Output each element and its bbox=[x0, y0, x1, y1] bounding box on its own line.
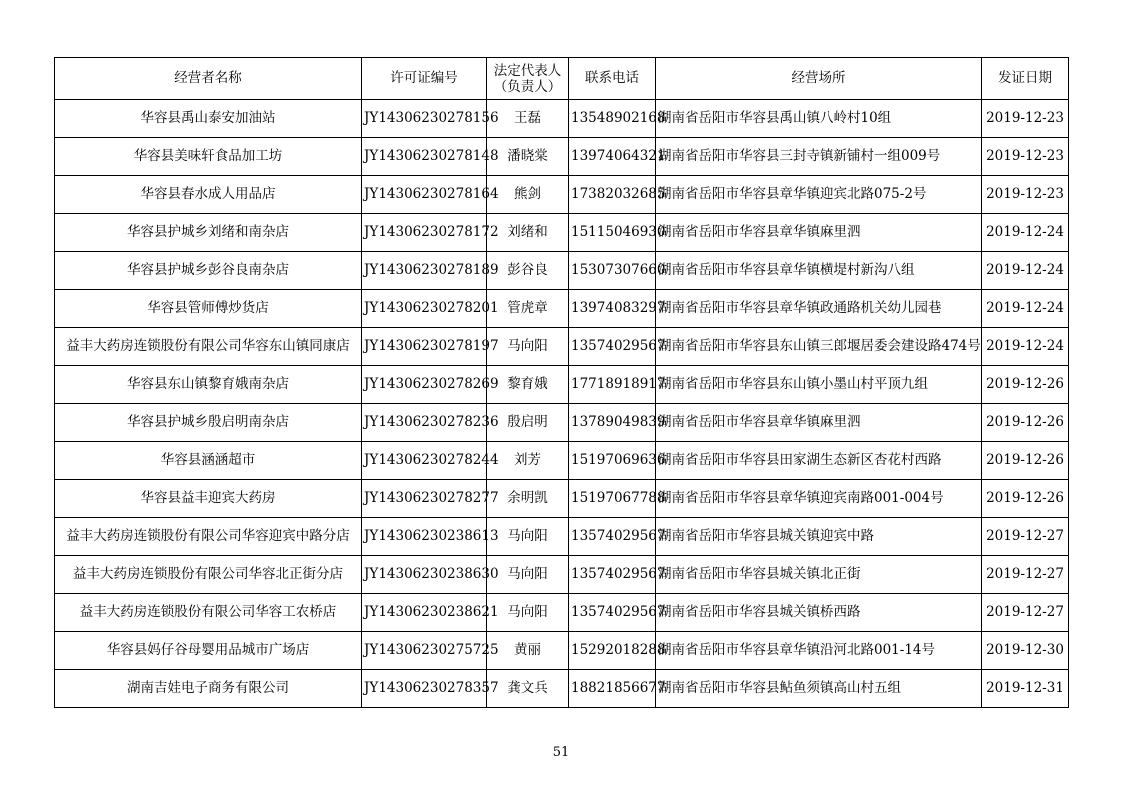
page-number: 51 bbox=[552, 745, 570, 760]
table-row bbox=[55, 100, 1069, 138]
address-cell: 湖南省岳阳市华容县章华镇横堤村新沟八组 bbox=[656, 252, 982, 290]
address-cell: 湖南省岳阳市华容县章华镇迎宾南路001-004号 bbox=[656, 480, 982, 518]
operator-name-cell: 华容县护城乡刘绪和南杂店 bbox=[55, 214, 362, 252]
representative-cell: 余明凯 bbox=[487, 480, 569, 518]
representative-cell: 熊剑 bbox=[487, 176, 569, 214]
representative-cell: 马向阳 bbox=[487, 594, 569, 632]
address-cell: 湖南省岳阳市华容县东山镇三郎堰居委会建设路474号 bbox=[656, 328, 982, 366]
phone-cell: 15292018288 bbox=[569, 632, 656, 670]
operator-name-cell: 华容县护城乡殷启明南杂店 bbox=[55, 404, 362, 442]
phone-cell: 13574029567 bbox=[569, 328, 656, 366]
table-row bbox=[55, 594, 1069, 632]
header-license-number: 许可证编号 bbox=[362, 58, 487, 100]
operator-name-cell: 华容县妈仔谷母婴用品城市广场店 bbox=[55, 632, 362, 670]
representative-cell: 龚文兵 bbox=[487, 670, 569, 708]
license-number-cell: JY14306230238630 bbox=[362, 556, 487, 594]
address-cell: 湖南省岳阳市华容县城关镇桥西路 bbox=[656, 594, 982, 632]
representative-cell: 黎育娥 bbox=[487, 366, 569, 404]
representative-cell: 彭谷良 bbox=[487, 252, 569, 290]
header-phone: 联系电话 bbox=[569, 58, 656, 100]
issue-date-cell: 2019-12-23 bbox=[982, 100, 1069, 138]
address-cell: 湖南省岳阳市华容县章华镇麻里泗 bbox=[656, 214, 982, 252]
table-row bbox=[55, 480, 1069, 518]
phone-cell: 17718918917 bbox=[569, 366, 656, 404]
table-row bbox=[55, 328, 1069, 366]
phone-cell: 13974083297 bbox=[569, 290, 656, 328]
representative-cell: 黄丽 bbox=[487, 632, 569, 670]
header-rep-line2: （负责人） bbox=[493, 78, 562, 95]
representative-cell: 管虎章 bbox=[487, 290, 569, 328]
header-rep-line1: 法定代表人 bbox=[493, 62, 562, 79]
operator-name-cell: 华容县涵涵超市 bbox=[55, 442, 362, 480]
address-cell: 湖南省岳阳市华容县鲇鱼须镇高山村五组 bbox=[656, 670, 982, 708]
operator-name-cell: 华容县春水成人用品店 bbox=[55, 176, 362, 214]
representative-cell: 潘晓棠 bbox=[487, 138, 569, 176]
table-row bbox=[55, 670, 1069, 708]
license-number-cell: JY14306230275725 bbox=[362, 632, 487, 670]
address-cell: 湖南省岳阳市华容县田家湖生态新区杏花村西路 bbox=[656, 442, 982, 480]
operator-name-cell: 益丰大药房连锁股份有限公司华容东山镇同康店 bbox=[55, 328, 362, 366]
representative-cell: 马向阳 bbox=[487, 328, 569, 366]
address-cell: 湖南省岳阳市华容县章华镇麻里泗 bbox=[656, 404, 982, 442]
address-cell: 湖南省岳阳市华容县东山镇小墨山村平顶九组 bbox=[656, 366, 982, 404]
address-cell: 湖南省岳阳市华容县三封寺镇新铺村一组009号 bbox=[656, 138, 982, 176]
header-address: 经营场所 bbox=[656, 58, 982, 100]
table-row bbox=[55, 404, 1069, 442]
license-number-cell: JY14306230278172 bbox=[362, 214, 487, 252]
issue-date-cell: 2019-12-26 bbox=[982, 366, 1069, 404]
license-number-cell: JY14306230278201 bbox=[362, 290, 487, 328]
table-row bbox=[55, 632, 1069, 670]
phone-cell: 13789049839 bbox=[569, 404, 656, 442]
license-number-cell: JY14306230278197 bbox=[362, 328, 487, 366]
phone-cell: 15307307660 bbox=[569, 252, 656, 290]
representative-cell: 刘绪和 bbox=[487, 214, 569, 252]
license-number-cell: JY14306230278269 bbox=[362, 366, 487, 404]
operator-name-cell: 湖南吉娃电子商务有限公司 bbox=[55, 670, 362, 708]
table-body bbox=[55, 100, 1069, 708]
operator-name-cell: 华容县禹山泰安加油站 bbox=[55, 100, 362, 138]
issue-date-cell: 2019-12-24 bbox=[982, 290, 1069, 328]
table-row bbox=[55, 366, 1069, 404]
operator-name-cell: 益丰大药房连锁股份有限公司华容北正街分店 bbox=[55, 556, 362, 594]
address-cell: 湖南省岳阳市华容县禹山镇八岭村10组 bbox=[656, 100, 982, 138]
table-row bbox=[55, 252, 1069, 290]
issue-date-cell: 2019-12-27 bbox=[982, 594, 1069, 632]
phone-cell: 15197069636 bbox=[569, 442, 656, 480]
representative-cell: 马向阳 bbox=[487, 556, 569, 594]
license-number-cell: JY14306230278189 bbox=[362, 252, 487, 290]
table-row bbox=[55, 556, 1069, 594]
phone-cell: 17382032685 bbox=[569, 176, 656, 214]
license-number-cell: JY14306230278164 bbox=[362, 176, 487, 214]
license-number-cell: JY14306230278236 bbox=[362, 404, 487, 442]
operator-name-cell: 华容县护城乡彭谷良南杂店 bbox=[55, 252, 362, 290]
address-cell: 湖南省岳阳市华容县章华镇沿河北路001-14号 bbox=[656, 632, 982, 670]
phone-cell: 13574029567 bbox=[569, 594, 656, 632]
issue-date-cell: 2019-12-23 bbox=[982, 138, 1069, 176]
table-row bbox=[55, 518, 1069, 556]
phone-cell: 15197067788 bbox=[569, 480, 656, 518]
operator-name-cell: 华容县东山镇黎育娥南杂店 bbox=[55, 366, 362, 404]
phone-cell: 18821856677 bbox=[569, 670, 656, 708]
representative-cell: 刘芳 bbox=[487, 442, 569, 480]
license-number-cell: JY14306230278156 bbox=[362, 100, 487, 138]
phone-cell: 13574029567 bbox=[569, 518, 656, 556]
issue-date-cell: 2019-12-31 bbox=[982, 670, 1069, 708]
address-cell: 湖南省岳阳市华容县城关镇迎宾中路 bbox=[656, 518, 982, 556]
phone-cell: 13974064321 bbox=[569, 138, 656, 176]
license-number-cell: JY14306230238613 bbox=[362, 518, 487, 556]
issue-date-cell: 2019-12-26 bbox=[982, 442, 1069, 480]
table-row bbox=[55, 138, 1069, 176]
header-issue-date: 发证日期 bbox=[982, 58, 1069, 100]
table-row bbox=[55, 442, 1069, 480]
issue-date-cell: 2019-12-24 bbox=[982, 328, 1069, 366]
issue-date-cell: 2019-12-24 bbox=[982, 252, 1069, 290]
representative-cell: 王磊 bbox=[487, 100, 569, 138]
issue-date-cell: 2019-12-26 bbox=[982, 480, 1069, 518]
license-number-cell: JY14306230278357 bbox=[362, 670, 487, 708]
table-row bbox=[55, 214, 1069, 252]
license-number-cell: JY14306230278148 bbox=[362, 138, 487, 176]
operator-name-cell: 华容县益丰迎宾大药房 bbox=[55, 480, 362, 518]
address-cell: 湖南省岳阳市华容县章华镇迎宾北路075-2号 bbox=[656, 176, 982, 214]
issue-date-cell: 2019-12-27 bbox=[982, 556, 1069, 594]
issue-date-cell: 2019-12-30 bbox=[982, 632, 1069, 670]
issue-date-cell: 2019-12-27 bbox=[982, 518, 1069, 556]
address-cell: 湖南省岳阳市华容县城关镇北正街 bbox=[656, 556, 982, 594]
header-operator-name: 经营者名称 bbox=[55, 58, 362, 100]
phone-cell: 13574029567 bbox=[569, 556, 656, 594]
representative-cell: 马向阳 bbox=[487, 518, 569, 556]
address-cell: 湖南省岳阳市华容县章华镇政通路机关幼儿园巷 bbox=[656, 290, 982, 328]
phone-cell: 13548902168 bbox=[569, 100, 656, 138]
issue-date-cell: 2019-12-24 bbox=[982, 214, 1069, 252]
representative-cell: 殷启明 bbox=[487, 404, 569, 442]
license-number-cell: JY14306230278277 bbox=[362, 480, 487, 518]
phone-cell: 15115046930 bbox=[569, 214, 656, 252]
table-header-row bbox=[55, 58, 1069, 100]
operator-name-cell: 华容县管师傅炒货店 bbox=[55, 290, 362, 328]
table-row bbox=[55, 176, 1069, 214]
table-row bbox=[55, 290, 1069, 328]
license-number-cell: JY14306230278244 bbox=[362, 442, 487, 480]
issue-date-cell: 2019-12-23 bbox=[982, 176, 1069, 214]
operator-name-cell: 益丰大药房连锁股份有限公司华容工农桥店 bbox=[55, 594, 362, 632]
license-table bbox=[54, 57, 1069, 708]
header-legal-representative bbox=[487, 58, 569, 100]
operator-name-cell: 华容县美味轩食品加工坊 bbox=[55, 138, 362, 176]
license-number-cell: JY14306230238621 bbox=[362, 594, 487, 632]
operator-name-cell: 益丰大药房连锁股份有限公司华容迎宾中路分店 bbox=[55, 518, 362, 556]
issue-date-cell: 2019-12-26 bbox=[982, 404, 1069, 442]
